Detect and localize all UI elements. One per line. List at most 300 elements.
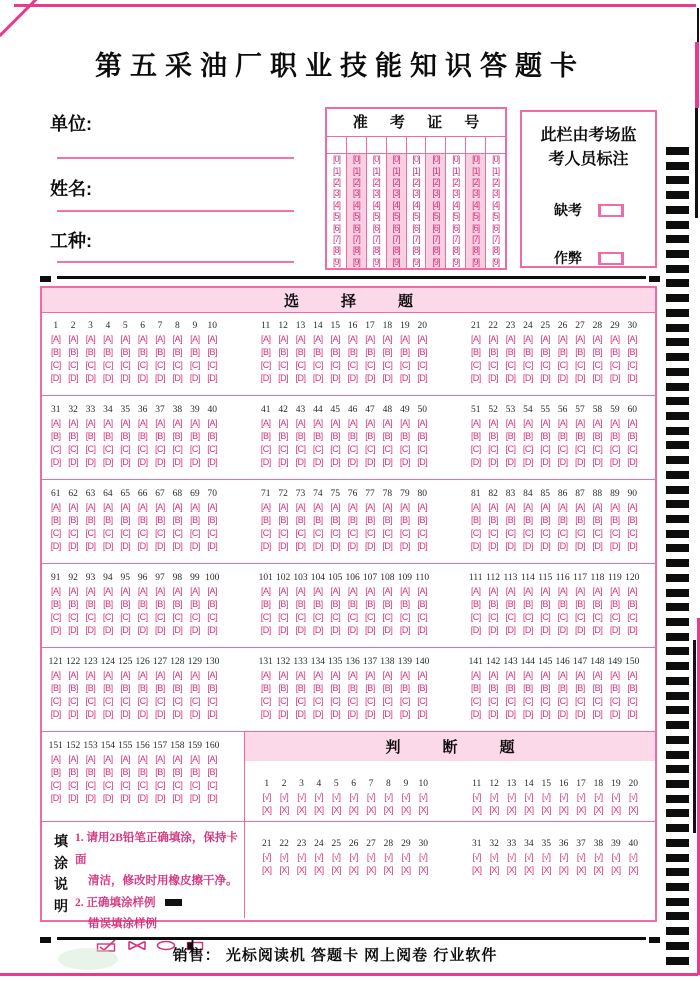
judgment-bubble-√[interactable]: [√] — [332, 852, 341, 862]
choice-bubble-A[interactable]: [A] — [207, 334, 217, 344]
ticket-digit-bubble[interactable]: [8] — [452, 245, 460, 256]
choice-bubble-A[interactable]: [A] — [103, 586, 113, 596]
choice-bubble-D[interactable]: [D] — [540, 709, 551, 719]
choice-bubble-D[interactable]: [D] — [399, 373, 410, 383]
ticket-digit-bubble[interactable]: [5] — [392, 211, 400, 222]
choice-bubble-C[interactable]: [C] — [85, 780, 96, 790]
choice-bubble-B[interactable]: [B] — [557, 683, 568, 693]
judgment-bubble-√[interactable]: [√] — [401, 792, 411, 802]
judgment-bubble-X[interactable]: [X] — [383, 865, 394, 875]
ticket-digit-bubble[interactable]: [7] — [452, 233, 460, 244]
judgment-bubble-X[interactable]: [X] — [524, 865, 534, 875]
ticket-digit-bubble[interactable]: [4] — [432, 199, 440, 210]
ticket-digit-bubble[interactable]: [4] — [332, 199, 340, 210]
choice-bubble-C[interactable]: [C] — [120, 360, 131, 370]
choice-bubble-C[interactable]: [C] — [295, 528, 306, 538]
choice-bubble-D[interactable]: [D] — [505, 625, 516, 635]
choice-bubble-D[interactable]: [D] — [627, 709, 638, 719]
choice-bubble-D[interactable]: [D] — [382, 457, 393, 467]
choice-bubble-A[interactable]: [A] — [627, 334, 637, 344]
choice-bubble-D[interactable]: [D] — [120, 541, 131, 551]
choice-bubble-A[interactable]: [A] — [120, 670, 131, 680]
choice-bubble-D[interactable]: [D] — [365, 541, 376, 551]
choice-bubble-B[interactable]: [B] — [155, 347, 165, 357]
choice-bubble-D[interactable]: [D] — [172, 793, 183, 803]
choice-bubble-D[interactable]: [D] — [592, 373, 603, 383]
choice-bubble-A[interactable]: [A] — [155, 418, 165, 428]
choice-bubble-D[interactable]: [D] — [50, 625, 61, 635]
choice-bubble-D[interactable]: [D] — [488, 709, 499, 719]
choice-bubble-C[interactable]: [C] — [137, 612, 148, 622]
ticket-digit-bubble[interactable]: [7] — [392, 233, 400, 244]
choice-bubble-C[interactable]: [C] — [609, 696, 620, 706]
choice-bubble-C[interactable]: [C] — [68, 696, 79, 706]
choice-bubble-A[interactable]: [A] — [540, 418, 551, 428]
choice-bubble-C[interactable]: [C] — [278, 444, 289, 454]
choice-bubble-C[interactable]: [C] — [382, 696, 393, 706]
ticket-write-cell[interactable] — [327, 137, 346, 154]
ticket-digit-bubble[interactable]: [9] — [412, 256, 420, 267]
name-write-line[interactable] — [57, 210, 294, 212]
choice-bubble-A[interactable]: [A] — [155, 670, 165, 680]
choice-bubble-B[interactable]: [B] — [68, 515, 78, 525]
judgment-bubble-√[interactable]: [√] — [401, 852, 411, 862]
choice-bubble-B[interactable]: [B] — [627, 683, 637, 693]
choice-bubble-C[interactable]: [C] — [399, 444, 410, 454]
choice-bubble-D[interactable]: [D] — [102, 373, 113, 383]
judgment-bubble-√[interactable]: [√] — [418, 852, 428, 862]
choice-bubble-B[interactable]: [B] — [260, 347, 271, 357]
choice-bubble-D[interactable]: [D] — [488, 541, 499, 551]
judgment-bubble-X[interactable]: [X] — [489, 865, 499, 875]
choice-bubble-D[interactable]: [D] — [347, 709, 358, 719]
choice-bubble-D[interactable]: [D] — [575, 541, 586, 551]
ticket-digit-bubble[interactable]: [4] — [452, 199, 460, 210]
ticket-write-cell[interactable] — [387, 137, 406, 154]
choice-bubble-B[interactable]: [B] — [575, 683, 585, 693]
choice-bubble-D[interactable]: [D] — [207, 457, 218, 467]
choice-bubble-C[interactable]: [C] — [155, 780, 166, 790]
choice-bubble-A[interactable]: [A] — [610, 334, 620, 344]
ticket-digit-bubble[interactable]: [2] — [352, 176, 360, 187]
choice-bubble-C[interactable]: [C] — [102, 612, 113, 622]
choice-bubble-B[interactable]: [B] — [627, 347, 637, 357]
choice-bubble-D[interactable]: [D] — [609, 373, 620, 383]
choice-bubble-B[interactable]: [B] — [592, 515, 603, 525]
choice-bubble-A[interactable]: [A] — [103, 334, 113, 344]
ticket-digit-bubble[interactable]: [2] — [472, 176, 480, 187]
choice-bubble-D[interactable]: [D] — [260, 625, 271, 635]
choice-bubble-B[interactable]: [B] — [523, 515, 533, 525]
choice-bubble-D[interactable]: [D] — [505, 541, 516, 551]
choice-bubble-A[interactable]: [A] — [103, 670, 113, 680]
ticket-digit-bubble[interactable]: [9] — [392, 256, 400, 267]
judgment-bubble-X[interactable]: [X] — [611, 865, 621, 875]
choice-bubble-D[interactable]: [D] — [102, 625, 113, 635]
choice-bubble-D[interactable]: [D] — [609, 709, 620, 719]
ticket-digit-bubble[interactable]: [8] — [412, 245, 420, 256]
choice-bubble-A[interactable]: [A] — [313, 670, 323, 680]
choice-bubble-C[interactable]: [C] — [260, 528, 271, 538]
choice-bubble-B[interactable]: [B] — [470, 515, 481, 525]
choice-bubble-B[interactable]: [B] — [365, 515, 375, 525]
choice-bubble-B[interactable]: [B] — [155, 683, 165, 693]
ticket-write-cell[interactable] — [367, 137, 386, 154]
choice-bubble-C[interactable]: [C] — [295, 360, 306, 370]
choice-bubble-C[interactable]: [C] — [382, 612, 393, 622]
choice-bubble-B[interactable]: [B] — [488, 599, 498, 609]
choice-bubble-D[interactable]: [D] — [137, 541, 148, 551]
choice-bubble-B[interactable]: [B] — [400, 347, 410, 357]
choice-bubble-B[interactable]: [B] — [190, 347, 200, 357]
choice-bubble-B[interactable]: [B] — [120, 599, 131, 609]
choice-bubble-C[interactable]: [C] — [488, 612, 499, 622]
choice-bubble-C[interactable]: [C] — [575, 528, 586, 538]
choice-bubble-D[interactable]: [D] — [330, 457, 341, 467]
choice-bubble-A[interactable]: [A] — [575, 502, 585, 512]
choice-bubble-B[interactable]: [B] — [103, 431, 113, 441]
choice-bubble-B[interactable]: [B] — [103, 683, 113, 693]
choice-bubble-A[interactable]: [A] — [523, 418, 533, 428]
ticket-digit-bubble[interactable]: [4] — [492, 199, 500, 210]
choice-bubble-A[interactable]: [A] — [575, 586, 585, 596]
choice-bubble-A[interactable]: [A] — [347, 418, 358, 428]
choice-bubble-D[interactable]: [D] — [488, 625, 499, 635]
choice-bubble-A[interactable]: [A] — [313, 418, 323, 428]
choice-bubble-B[interactable]: [B] — [592, 683, 603, 693]
choice-bubble-C[interactable]: [C] — [172, 360, 183, 370]
choice-bubble-B[interactable]: [B] — [610, 683, 620, 693]
choice-bubble-B[interactable]: [B] — [575, 431, 585, 441]
choice-bubble-D[interactable]: [D] — [155, 457, 166, 467]
judgment-bubble-√[interactable]: [√] — [297, 792, 306, 802]
choice-bubble-B[interactable]: [B] — [330, 515, 341, 525]
cheat-mark-box[interactable] — [598, 252, 624, 265]
judgment-bubble-X[interactable]: [X] — [314, 805, 324, 815]
choice-bubble-A[interactable]: [A] — [610, 670, 620, 680]
ticket-digit-bubble[interactable]: [7] — [492, 233, 500, 244]
choice-bubble-C[interactable]: [C] — [557, 444, 568, 454]
choice-bubble-B[interactable]: [B] — [68, 431, 78, 441]
unit-write-line[interactable] — [57, 157, 294, 159]
choice-bubble-A[interactable]: [A] — [557, 334, 568, 344]
choice-bubble-D[interactable]: [D] — [172, 541, 183, 551]
choice-bubble-C[interactable]: [C] — [102, 696, 113, 706]
choice-bubble-A[interactable]: [A] — [172, 418, 183, 428]
choice-bubble-B[interactable]: [B] — [523, 431, 533, 441]
choice-bubble-C[interactable]: [C] — [120, 696, 131, 706]
ticket-digit-bubble[interactable]: [6] — [392, 222, 400, 233]
choice-bubble-B[interactable]: [B] — [470, 431, 481, 441]
ticket-digit-bubble[interactable]: [6] — [412, 222, 420, 233]
choice-bubble-B[interactable]: [B] — [400, 431, 410, 441]
choice-bubble-D[interactable]: [D] — [295, 373, 306, 383]
choice-bubble-D[interactable]: [D] — [575, 457, 586, 467]
choice-bubble-C[interactable]: [C] — [575, 696, 586, 706]
choice-bubble-C[interactable]: [C] — [540, 612, 551, 622]
choice-bubble-D[interactable]: [D] — [207, 625, 218, 635]
choice-bubble-C[interactable]: [C] — [137, 528, 148, 538]
choice-bubble-C[interactable]: [C] — [312, 360, 323, 370]
judgment-bubble-√[interactable]: [√] — [542, 852, 551, 862]
choice-bubble-C[interactable]: [C] — [172, 696, 183, 706]
choice-bubble-D[interactable]: [D] — [557, 625, 568, 635]
choice-bubble-D[interactable]: [D] — [278, 625, 289, 635]
judgment-bubble-√[interactable]: [√] — [611, 792, 621, 802]
ticket-digit-bubble[interactable]: [1] — [352, 165, 360, 176]
choice-bubble-C[interactable]: [C] — [189, 444, 200, 454]
choice-bubble-D[interactable]: [D] — [120, 709, 131, 719]
choice-bubble-A[interactable]: [A] — [382, 334, 393, 344]
choice-bubble-C[interactable]: [C] — [50, 780, 61, 790]
choice-bubble-C[interactable]: [C] — [557, 360, 568, 370]
judgment-bubble-√[interactable]: [√] — [349, 852, 358, 862]
judgment-bubble-√[interactable]: [√] — [366, 852, 376, 862]
choice-bubble-D[interactable]: [D] — [137, 793, 148, 803]
choice-bubble-A[interactable]: [A] — [505, 670, 516, 680]
choice-bubble-B[interactable]: [B] — [575, 515, 585, 525]
choice-bubble-C[interactable]: [C] — [312, 444, 323, 454]
choice-bubble-A[interactable]: [A] — [172, 754, 183, 764]
ticket-digit-bubble[interactable]: [2] — [392, 176, 400, 187]
choice-bubble-C[interactable]: [C] — [85, 444, 96, 454]
choice-bubble-C[interactable]: [C] — [260, 696, 271, 706]
choice-bubble-A[interactable]: [A] — [190, 670, 200, 680]
choice-bubble-D[interactable]: [D] — [172, 625, 183, 635]
choice-bubble-A[interactable]: [A] — [592, 334, 603, 344]
choice-bubble-D[interactable]: [D] — [417, 373, 428, 383]
choice-bubble-C[interactable]: [C] — [330, 360, 341, 370]
choice-bubble-C[interactable]: [C] — [522, 528, 533, 538]
choice-bubble-D[interactable]: [D] — [522, 373, 533, 383]
choice-bubble-A[interactable]: [A] — [488, 586, 498, 596]
choice-bubble-C[interactable]: [C] — [172, 528, 183, 538]
choice-bubble-D[interactable]: [D] — [505, 373, 516, 383]
judgment-bubble-√[interactable]: [√] — [542, 792, 551, 802]
choice-bubble-A[interactable]: [A] — [207, 754, 217, 764]
choice-bubble-C[interactable]: [C] — [102, 528, 113, 538]
choice-bubble-D[interactable]: [D] — [137, 373, 148, 383]
ticket-digit-bubble[interactable]: [4] — [372, 199, 380, 210]
judgment-bubble-√[interactable]: [√] — [489, 852, 499, 862]
choice-bubble-A[interactable]: [A] — [400, 418, 410, 428]
choice-bubble-B[interactable]: [B] — [382, 347, 393, 357]
choice-bubble-A[interactable]: [A] — [610, 418, 620, 428]
choice-bubble-A[interactable]: [A] — [278, 418, 288, 428]
ticket-digit-bubble[interactable]: [0] — [372, 154, 380, 165]
choice-bubble-B[interactable]: [B] — [120, 683, 131, 693]
choice-bubble-B[interactable]: [B] — [347, 347, 358, 357]
choice-bubble-D[interactable]: [D] — [575, 373, 586, 383]
choice-bubble-A[interactable]: [A] — [400, 670, 410, 680]
choice-bubble-A[interactable]: [A] — [120, 418, 131, 428]
choice-bubble-A[interactable]: [A] — [260, 334, 271, 344]
judgment-bubble-X[interactable]: [X] — [314, 865, 324, 875]
choice-bubble-A[interactable]: [A] — [610, 502, 620, 512]
choice-bubble-C[interactable]: [C] — [120, 528, 131, 538]
choice-bubble-D[interactable]: [D] — [365, 457, 376, 467]
choice-bubble-C[interactable]: [C] — [207, 696, 218, 706]
judgment-bubble-√[interactable]: [√] — [366, 792, 376, 802]
choice-bubble-D[interactable]: [D] — [522, 541, 533, 551]
choice-bubble-A[interactable]: [A] — [103, 754, 113, 764]
choice-bubble-A[interactable]: [A] — [400, 334, 410, 344]
ticket-digit-bubble[interactable]: [4] — [352, 199, 360, 210]
choice-bubble-D[interactable]: [D] — [522, 457, 533, 467]
choice-bubble-A[interactable]: [A] — [278, 334, 288, 344]
choice-bubble-D[interactable]: [D] — [102, 541, 113, 551]
choice-bubble-C[interactable]: [C] — [522, 696, 533, 706]
choice-bubble-B[interactable]: [B] — [207, 599, 217, 609]
ticket-digit-bubble[interactable]: [8] — [432, 245, 440, 256]
choice-bubble-A[interactable]: [A] — [313, 334, 323, 344]
judgment-bubble-X[interactable]: [X] — [261, 805, 272, 815]
judgment-bubble-√[interactable]: [√] — [418, 792, 428, 802]
choice-bubble-D[interactable]: [D] — [120, 457, 131, 467]
choice-bubble-C[interactable]: [C] — [85, 360, 96, 370]
ticket-digit-bubble[interactable]: [3] — [452, 188, 460, 199]
choice-bubble-C[interactable]: [C] — [365, 444, 376, 454]
choice-bubble-A[interactable]: [A] — [295, 334, 306, 344]
choice-bubble-A[interactable]: [A] — [417, 586, 427, 596]
choice-bubble-B[interactable]: [B] — [610, 599, 620, 609]
choice-bubble-D[interactable]: [D] — [189, 541, 200, 551]
ticket-write-cell[interactable] — [407, 137, 426, 154]
judgment-bubble-√[interactable]: [√] — [332, 792, 341, 802]
choice-bubble-D[interactable]: [D] — [417, 457, 428, 467]
choice-bubble-A[interactable]: [A] — [330, 418, 341, 428]
choice-bubble-D[interactable]: [D] — [172, 709, 183, 719]
choice-bubble-B[interactable]: [B] — [313, 347, 323, 357]
choice-bubble-C[interactable]: [C] — [522, 360, 533, 370]
choice-bubble-A[interactable]: [A] — [68, 586, 78, 596]
ticket-digit-bubble[interactable]: [8] — [332, 245, 340, 256]
choice-bubble-B[interactable]: [B] — [103, 599, 113, 609]
choice-bubble-C[interactable]: [C] — [278, 360, 289, 370]
choice-bubble-C[interactable]: [C] — [557, 696, 568, 706]
choice-bubble-D[interactable]: [D] — [137, 709, 148, 719]
ticket-digit-bubble[interactable]: [2] — [492, 176, 500, 187]
choice-bubble-A[interactable]: [A] — [190, 502, 200, 512]
choice-bubble-D[interactable]: [D] — [68, 373, 79, 383]
choice-bubble-D[interactable]: [D] — [68, 541, 79, 551]
ticket-digit-bubble[interactable]: [9] — [472, 256, 480, 267]
choice-bubble-C[interactable]: [C] — [540, 444, 551, 454]
choice-bubble-D[interactable]: [D] — [207, 541, 218, 551]
choice-bubble-B[interactable]: [B] — [400, 683, 410, 693]
ticket-digit-bubble[interactable]: [3] — [432, 188, 440, 199]
choice-bubble-A[interactable]: [A] — [557, 670, 568, 680]
judgment-bubble-√[interactable]: [√] — [594, 852, 603, 862]
choice-bubble-D[interactable]: [D] — [50, 373, 61, 383]
choice-bubble-A[interactable]: [A] — [172, 502, 183, 512]
choice-bubble-C[interactable]: [C] — [470, 444, 481, 454]
choice-bubble-C[interactable]: [C] — [137, 444, 148, 454]
choice-bubble-D[interactable]: [D] — [260, 373, 271, 383]
ticket-digit-bubble[interactable]: [7] — [332, 233, 340, 244]
choice-bubble-D[interactable]: [D] — [207, 709, 218, 719]
choice-bubble-C[interactable]: [C] — [417, 444, 428, 454]
choice-bubble-B[interactable]: [B] — [103, 767, 113, 777]
choice-bubble-C[interactable]: [C] — [172, 780, 183, 790]
choice-bubble-A[interactable]: [A] — [295, 502, 306, 512]
choice-bubble-C[interactable]: [C] — [575, 612, 586, 622]
choice-bubble-A[interactable]: [A] — [85, 670, 96, 680]
choice-bubble-C[interactable]: [C] — [557, 612, 568, 622]
choice-bubble-D[interactable]: [D] — [207, 373, 218, 383]
ticket-digit-bubble[interactable]: [9] — [432, 256, 440, 267]
choice-bubble-B[interactable]: [B] — [190, 599, 200, 609]
choice-bubble-B[interactable]: [B] — [540, 431, 551, 441]
choice-bubble-A[interactable]: [A] — [557, 586, 568, 596]
choice-bubble-D[interactable]: [D] — [68, 709, 79, 719]
choice-bubble-D[interactable]: [D] — [522, 625, 533, 635]
choice-bubble-B[interactable]: [B] — [295, 683, 306, 693]
choice-bubble-B[interactable]: [B] — [313, 431, 323, 441]
choice-bubble-D[interactable]: [D] — [50, 457, 61, 467]
choice-bubble-B[interactable]: [B] — [172, 515, 183, 525]
choice-bubble-C[interactable]: [C] — [417, 612, 428, 622]
choice-bubble-C[interactable]: [C] — [488, 444, 499, 454]
choice-bubble-B[interactable]: [B] — [382, 599, 393, 609]
choice-bubble-D[interactable]: [D] — [557, 709, 568, 719]
choice-bubble-C[interactable]: [C] — [399, 528, 410, 538]
choice-bubble-D[interactable]: [D] — [627, 625, 638, 635]
choice-bubble-B[interactable]: [B] — [330, 431, 341, 441]
choice-bubble-A[interactable]: [A] — [575, 334, 585, 344]
choice-bubble-B[interactable]: [B] — [627, 431, 637, 441]
ticket-digit-bubble[interactable]: [0] — [432, 154, 440, 165]
choice-bubble-B[interactable]: [B] — [68, 599, 78, 609]
choice-bubble-D[interactable]: [D] — [189, 793, 200, 803]
choice-bubble-A[interactable]: [A] — [470, 586, 481, 596]
choice-bubble-D[interactable]: [D] — [85, 457, 96, 467]
choice-bubble-A[interactable]: [A] — [470, 670, 481, 680]
choice-bubble-D[interactable]: [D] — [102, 709, 113, 719]
choice-bubble-D[interactable]: [D] — [470, 373, 481, 383]
judgment-bubble-X[interactable]: [X] — [348, 805, 359, 815]
choice-bubble-B[interactable]: [B] — [330, 683, 341, 693]
ticket-digit-bubble[interactable]: [9] — [332, 256, 340, 267]
choice-bubble-A[interactable]: [A] — [540, 502, 551, 512]
choice-bubble-B[interactable]: [B] — [137, 431, 148, 441]
choice-bubble-A[interactable]: [A] — [190, 754, 200, 764]
choice-bubble-A[interactable]: [A] — [68, 334, 78, 344]
choice-bubble-B[interactable]: [B] — [365, 431, 375, 441]
choice-bubble-C[interactable]: [C] — [627, 444, 638, 454]
judgment-bubble-√[interactable]: [√] — [472, 852, 481, 862]
ticket-digit-bubble[interactable]: [5] — [352, 211, 360, 222]
choice-bubble-B[interactable]: [B] — [557, 599, 568, 609]
choice-bubble-B[interactable]: [B] — [260, 599, 271, 609]
ticket-digit-bubble[interactable]: [7] — [432, 233, 440, 244]
choice-bubble-C[interactable]: [C] — [592, 612, 603, 622]
choice-bubble-B[interactable]: [B] — [278, 431, 288, 441]
choice-bubble-B[interactable]: [B] — [505, 599, 516, 609]
choice-bubble-A[interactable]: [A] — [470, 418, 481, 428]
judgment-bubble-X[interactable]: [X] — [628, 805, 638, 815]
judgment-bubble-√[interactable]: [√] — [559, 792, 568, 802]
judgment-bubble-X[interactable]: [X] — [541, 865, 552, 875]
choice-bubble-C[interactable]: [C] — [470, 696, 481, 706]
choice-bubble-D[interactable]: [D] — [627, 457, 638, 467]
choice-bubble-C[interactable]: [C] — [295, 444, 306, 454]
ticket-digit-bubble[interactable]: [0] — [472, 154, 480, 165]
choice-bubble-D[interactable]: [D] — [575, 709, 586, 719]
choice-bubble-A[interactable]: [A] — [400, 502, 410, 512]
ticket-digit-bubble[interactable]: [6] — [432, 222, 440, 233]
ticket-digit-bubble[interactable]: [6] — [352, 222, 360, 233]
